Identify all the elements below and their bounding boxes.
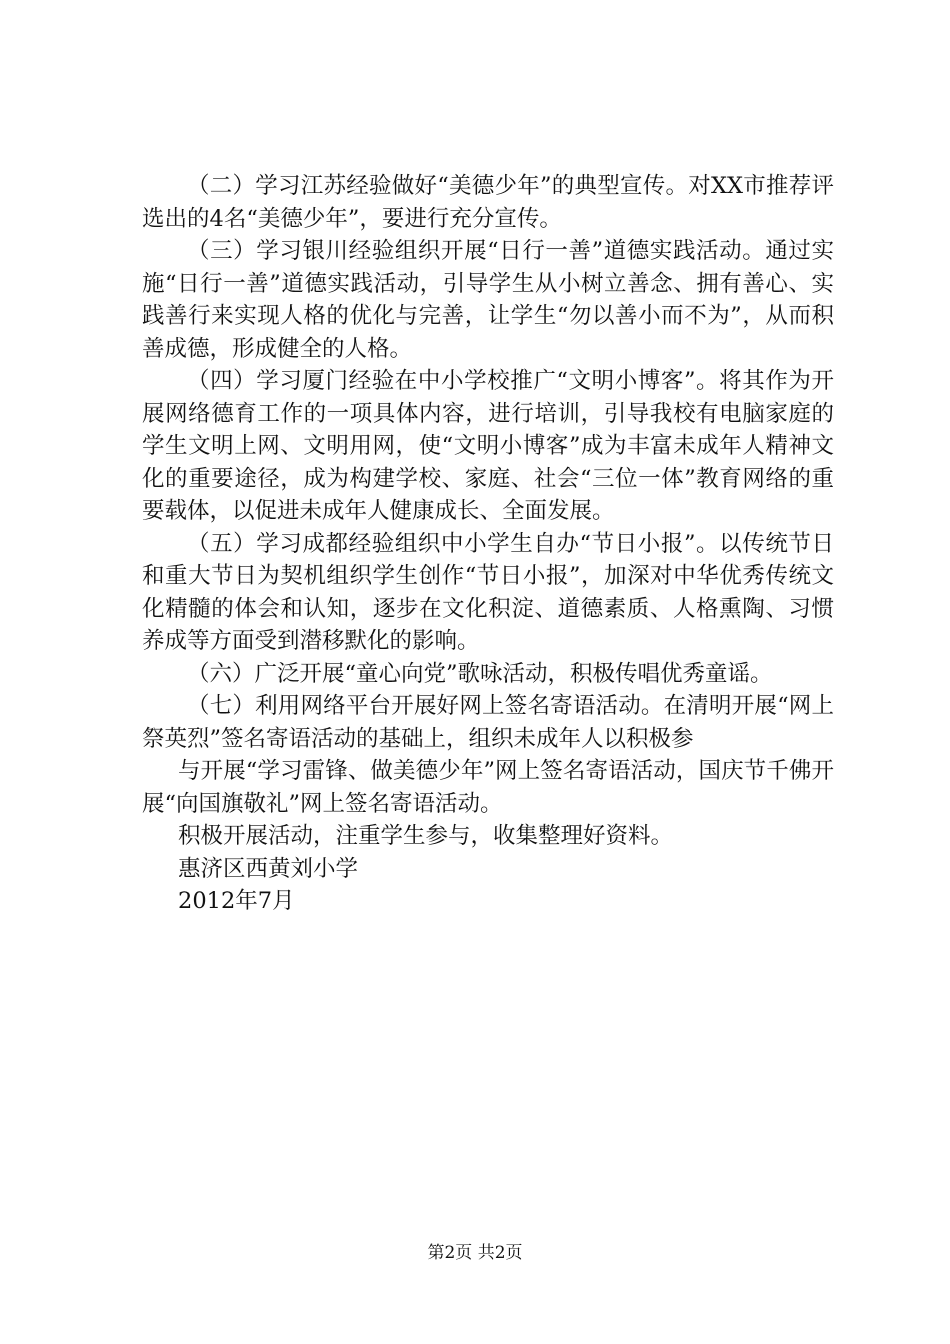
paragraph-3: （三）学习银川经验组织开展“日行一善”道德实践活动。通过实施“日行一善”道德实践活动，引导学生从小树立善念、拥有善心、实践善行来实现人格的优化与完善，让学生“勿以善小而不为”，从而积善成德，形成健全的人格。 — [142, 238, 834, 362]
date-line: 2012年7月 — [178, 888, 295, 914]
closing-line: 积极开展活动，注重学生参与，收集整理好资料。 — [178, 823, 674, 849]
paragraph-6: （六）广泛开展“童心向党”歌咏活动，积极传唱优秀童谣。 — [187, 660, 773, 687]
paragraph-7: （七）利用网络平台开展好网上签名寄语活动。在清明开展“网上祭英烈”签名寄语活动的基础上，组织未成年人以积极参 — [142, 693, 834, 752]
paragraph-5: （五）学习成都经验组织中小学生自办“节日小报”。以传统节日和重大节日为契机组织学生创作“节日小报”，加深对中华优秀传统文化精髓的体会和认知，逐步在文化积淀、道德素质、人格熏陶、习惯养成等方面受到潜移默化的影响。 — [142, 530, 834, 654]
paragraph-2: （二）学习江苏经验做好“美德少年”的典型宣传。对XX市推荐评选出的4名“美德少年”，要进行充分宣传。 — [142, 173, 834, 232]
paragraph-4: （四）学习厦门经验在中小学校推广“文明小博客”。将其作为开展网络德育工作的一项具体内容，进行培训，引导我校有电脑家庭的学生文明上网、文明用网，使“文明小博客”成为丰富未成年人精神文化的重要途径，成为构建学校、家庭、社会“三位一体”教育网络的重要载体，以促进未成年人健康成长、全面发展。 — [142, 368, 834, 524]
page-footer: 第2页 共2页 — [427, 1243, 523, 1263]
signature: 惠济区西黄刘小学 — [178, 855, 359, 882]
document-body — [142, 170, 834, 918]
paragraph-continuation: 与开展“学习雷锋、做美德少年”网上签名寄语活动，国庆节千佛开展“向国旗敬礼”网上签名寄语活动。 — [142, 758, 834, 817]
